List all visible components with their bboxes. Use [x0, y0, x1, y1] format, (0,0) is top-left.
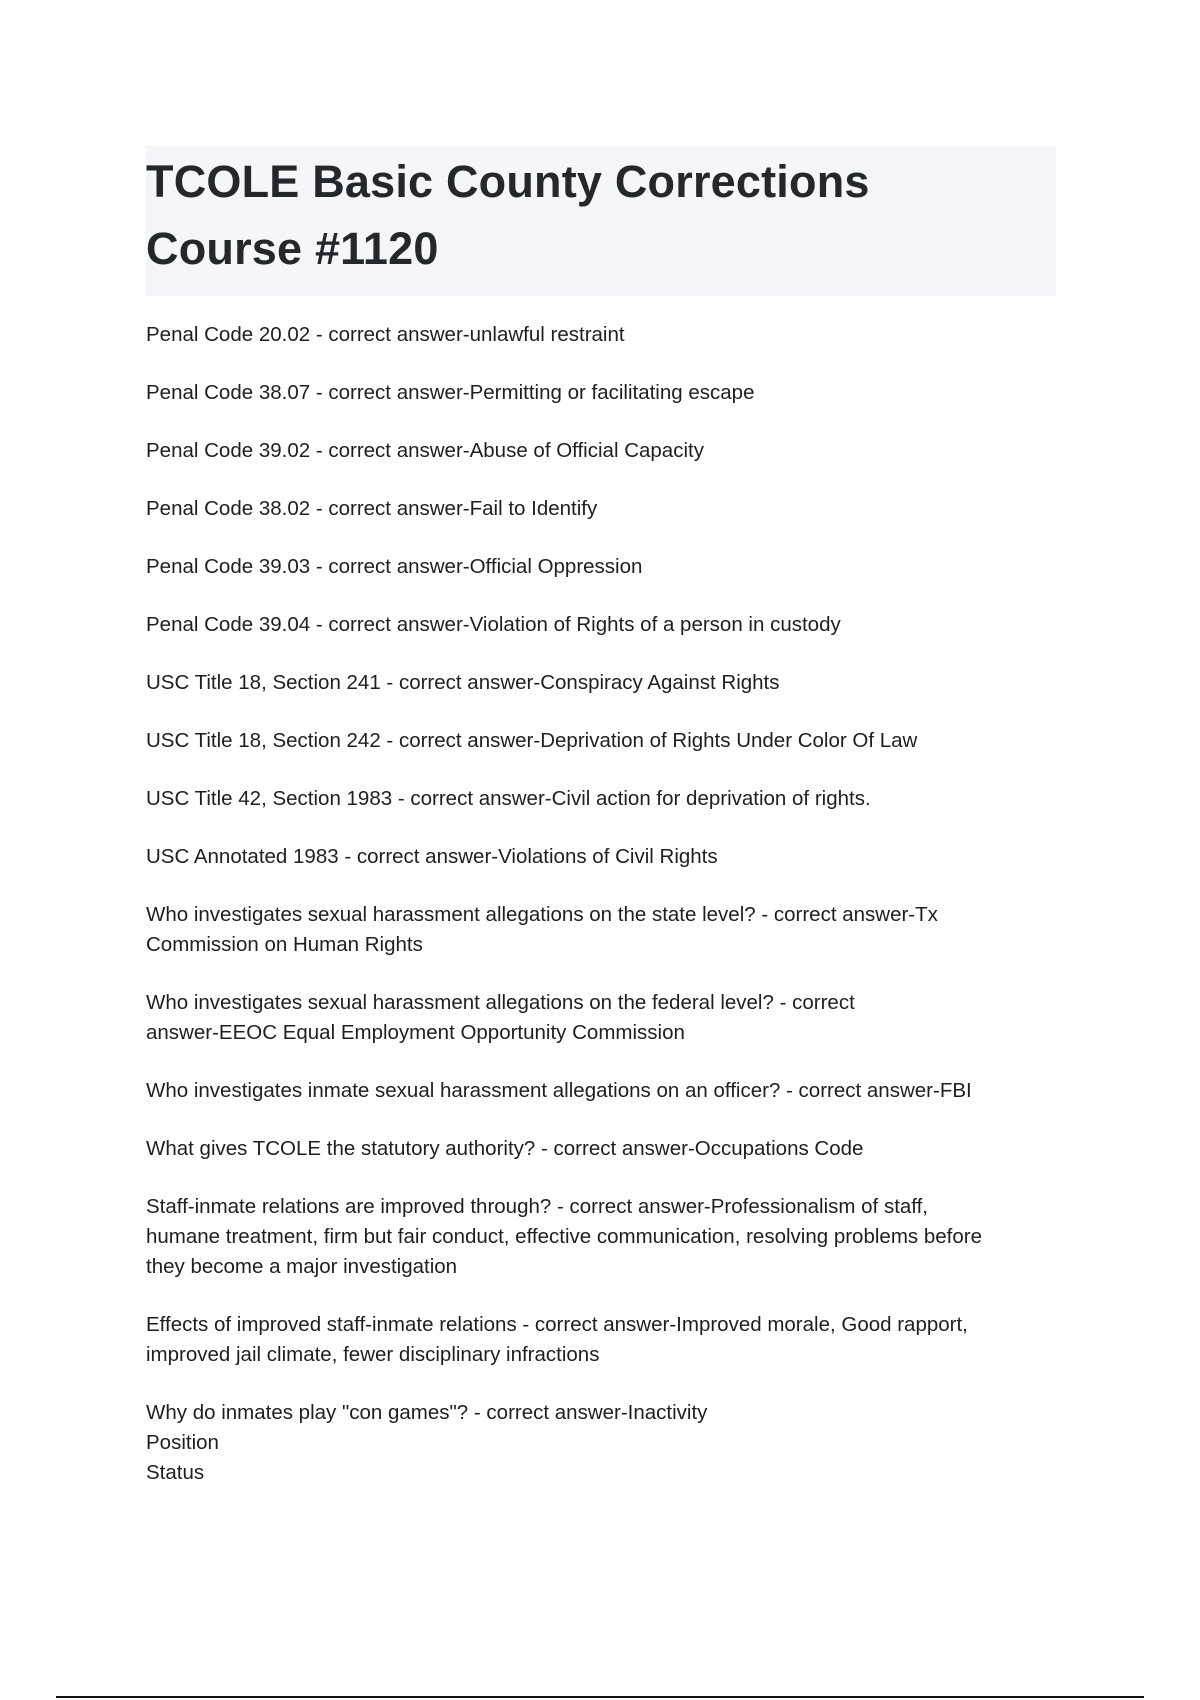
qa-item-line: they become a major investigation — [146, 1255, 458, 1278]
qa-item-line: Penal Code 39.04 - correct answer-Violation of Rights of a person in custody — [146, 613, 841, 636]
qa-item-line: What gives TCOLE the statutory authority? - correct answer-Occupations Code — [146, 1137, 864, 1160]
qa-item — [146, 552, 1056, 582]
qa-item-line: USC Title 18, Section 242 - correct answer-Deprivation of Rights Under Color Of Law — [146, 729, 918, 752]
qa-item — [146, 1310, 1056, 1370]
title-line-2: Course #1120 — [146, 223, 439, 274]
qa-item — [146, 842, 1056, 872]
qa-item-line: Penal Code 39.03 - correct answer-Official Oppression — [146, 555, 643, 578]
qa-item — [146, 610, 1056, 640]
qa-item — [146, 378, 1056, 408]
qa-item — [146, 784, 1056, 814]
qa-item-line: Penal Code 39.02 - correct answer-Abuse of Official Capacity — [146, 439, 704, 462]
qa-item-line: Status — [146, 1461, 205, 1484]
qa-item-line: Penal Code 20.02 - correct answer-unlawful restraint — [146, 323, 625, 346]
qa-item — [146, 900, 1056, 960]
qa-item-line: Who investigates sexual harassment allegations on the state level? - correct answer-Tx — [146, 903, 938, 926]
qa-item-line: Who investigates inmate sexual harassment allegations on an officer? - correct answer-FBI — [146, 1079, 972, 1102]
title-block — [146, 146, 1056, 296]
qa-item-line: Staff-inmate relations are improved through? - correct answer-Professionalism of staff, — [146, 1195, 929, 1218]
qa-item-line: humane treatment, firm but fair conduct, effective communication, resolving problems before — [146, 1225, 982, 1248]
qa-item — [146, 668, 1056, 698]
qa-item — [146, 1192, 1056, 1282]
qa-item-line: Commission on Human Rights — [146, 933, 423, 956]
qa-item-line: Why do inmates play "con games"? - correct answer-Inactivity — [146, 1401, 708, 1424]
qa-item — [146, 726, 1056, 756]
page-bottom-rule — [56, 1696, 1144, 1698]
qa-item — [146, 494, 1056, 524]
qa-item-line: improved jail climate, fewer disciplinary infractions — [146, 1343, 600, 1366]
qa-list — [146, 320, 1056, 1488]
qa-item-line: USC Annotated 1983 - correct answer-Violations of Civil Rights — [146, 845, 718, 868]
qa-item — [146, 1398, 1056, 1488]
document-title — [146, 148, 1056, 282]
qa-item — [146, 988, 1056, 1048]
document-page — [146, 146, 1056, 1516]
qa-item-line: Who investigates sexual harassment allegations on the federal level? - correct — [146, 991, 855, 1014]
qa-item — [146, 320, 1056, 350]
qa-item-line: USC Title 42, Section 1983 - correct answer-Civil action for deprivation of rights. — [146, 787, 871, 810]
qa-item-line: USC Title 18, Section 241 - correct answer-Conspiracy Against Rights — [146, 671, 780, 694]
qa-item-line: Position — [146, 1431, 219, 1454]
qa-item — [146, 1134, 1056, 1164]
qa-item-line: answer-EEOC Equal Employment Opportunity Commission — [146, 1021, 685, 1044]
qa-item-line: Penal Code 38.02 - correct answer-Fail to Identify — [146, 497, 598, 520]
title-line-1: TCOLE Basic County Corrections — [146, 156, 870, 207]
qa-item-line: Effects of improved staff-inmate relations - correct answer-Improved morale, Good rapport, — [146, 1313, 968, 1336]
qa-item-line: Penal Code 38.07 - correct answer-Permitting or facilitating escape — [146, 381, 755, 404]
qa-item — [146, 436, 1056, 466]
qa-item — [146, 1076, 1056, 1106]
